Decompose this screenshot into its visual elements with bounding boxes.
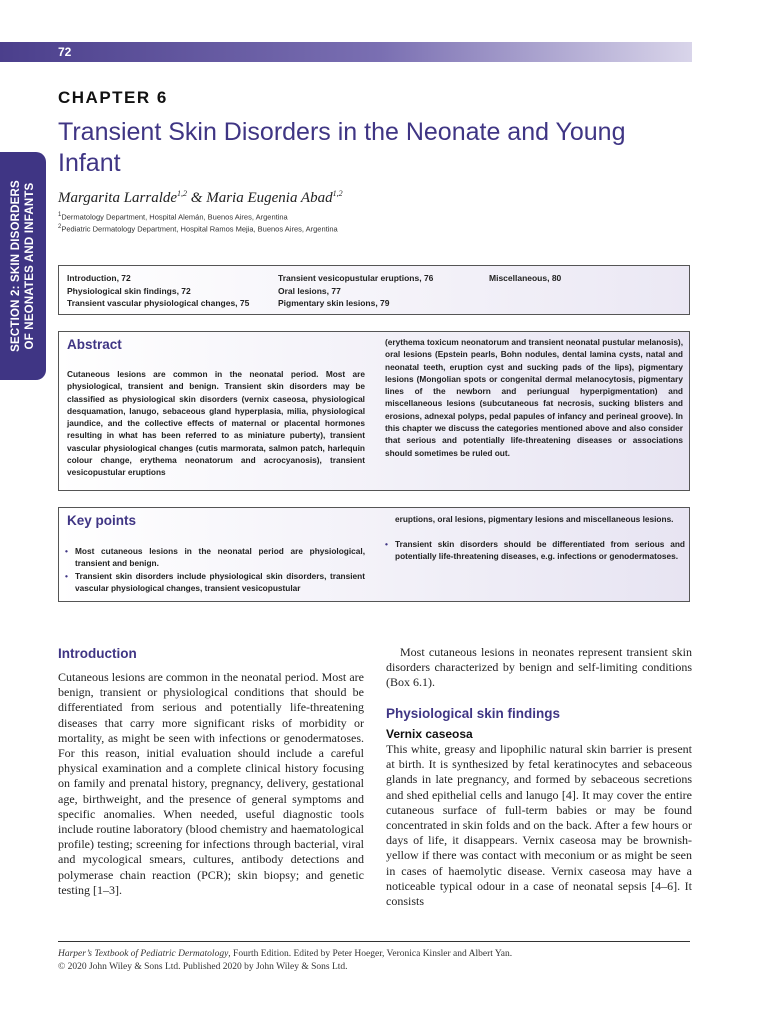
author-separator: &	[187, 190, 207, 206]
vernix-caseosa-text: This white, greasy and lipophilic natural skin barrier is present at birth. It is synthesized by fetal keratinocytes and sebaceous glands in late pregnancy, and formed by sebaceous secretions and shed epithelial cells and lanugo [4]. It may cover the entire cutaneous surface of full-term babies or may be found concentrated in skin folds and on the back. After a few hours or days of life, it disappears. Vernix caseosa may be brownish-yellow if there was contact with meconium or as might be seen in cases of haemolytic disease. Vernix caseosa may have a noticeable typical odour in a case of neonatal sepsis [4–6]. It consists	[386, 742, 692, 909]
footer-citation	[58, 948, 512, 960]
section-side-tab-label	[9, 180, 37, 352]
key-points-list-left	[65, 545, 365, 594]
header-bar	[0, 42, 692, 62]
key-point-text: Most cutaneous lesions in the neonatal period are physiological, transient and benign.	[75, 546, 365, 569]
introduction-text: Cutaneous lesions are common in the neonatal period. Most are benign, transient or physiological conditions that should be differentiated from serious and potentially life-threatening diseases that carry more significant risks of morbidity or mortality, as might be seen with infections or genodermatoses. For this reason, initial evaluation should include a careful physical examination and a complete clinical history focusing on family and prenatal history, pregnancy, delivery, gestational age, birthweight, and the presence of general symptoms and specific anomalies. When needed, useful diagnostic tools include routine laboratory (blood chemistry and haematological profile) testing; screening for infections through bacterial, viral and mycological smears, cultures, antibody detections and polymerase chain reaction (PCR); skin biopsy; and genetic testing [1–3].	[58, 670, 364, 897]
side-tab-line-1: SECTION 2: SKIN DISORDERS	[10, 180, 22, 352]
physiological-skin-findings-heading: Physiological skin findings	[386, 706, 561, 721]
page-number: 72	[58, 45, 72, 59]
toc-item: Physiological skin findings, 72	[67, 285, 191, 296]
key-point-text: Transient skin disorders include physiological skin disorders, transient vascular physiological changes, transient vesicopustular	[75, 570, 365, 593]
bullet-icon: •	[65, 570, 68, 581]
vernix-caseosa-subheading: Vernix caseosa	[386, 727, 473, 741]
author-1: Margarita Larralde	[58, 190, 178, 206]
abstract-box	[58, 331, 690, 491]
key-points-list-right	[385, 538, 685, 563]
toc-column-3	[489, 272, 561, 285]
key-point-item	[65, 545, 365, 570]
key-point-text: Transient skin disorders should be differentiated from serious and potentially life-threatening diseases, e.g. infections or genodermatoses.	[395, 539, 685, 562]
bullet-icon: •	[65, 546, 68, 556]
key-point-item	[385, 538, 685, 563]
toc-item: Oral lesions, 77	[278, 285, 341, 296]
author-2-affiliation: 1,2	[332, 189, 343, 198]
key-point-item	[65, 570, 365, 595]
key-points-continuation: eruptions, oral lesions, pigmentary lesions and miscellaneous lesions.	[395, 514, 674, 524]
footer-edition: , Fourth Edition. Edited by Peter Hoeger, Veronica Kinsler and Albert Yan.	[228, 949, 513, 959]
key-points-heading: Key points	[67, 513, 137, 528]
toc-item: Miscellaneous, 80	[489, 273, 562, 283]
toc-item: Pigmentary skin lesions, 79	[278, 298, 390, 308]
introduction-heading: Introduction	[58, 646, 137, 661]
chapter-label: CHAPTER 6	[58, 88, 168, 107]
toc-item: Introduction, 72	[67, 273, 131, 283]
abstract-heading: Abstract	[67, 337, 122, 352]
affiliation-2	[58, 224, 338, 234]
toc-column-2	[278, 272, 433, 310]
affiliation-1-number: 1	[58, 212, 62, 218]
book-title: Harper’s Textbook of Pediatric Dermatology	[58, 949, 229, 959]
affiliation-2-number: 2	[58, 224, 62, 230]
footer-copyright: © 2020 John Wiley & Sons Ltd. Published 2020 by John Wiley & Sons Ltd.	[58, 962, 348, 972]
abstract-text-right: (erythema toxicum neonatorum and transient neonatal pustular melanosis), oral lesions (Epstein pearls, Bohn nodules, dental lamina cysts, natal and neonatal teeth, eruption cyst and sucking pads of the lips), pigmentary lesions (Mongolian spots or congenital dermal melanocytosis, pigmentary lines of the newborn and periungual hyperpigmentation) and miscellaneous lesions (subcutaneous fat necrosis, sucking blisters and erosions, adnexal polyps, pedal papules of infancy and perineal groove). In this chapter we discuss the categories mentioned above and also consider that serious and potentially life-threatening diseases or associations should sometimes be ruled out.	[385, 337, 683, 458]
footer-divider	[58, 941, 690, 942]
key-points-box	[58, 507, 690, 602]
chapter-title: Transient Skin Disorders in the Neonate and Young Infant	[58, 118, 626, 177]
abstract-text-left: Cutaneous lesions are common in the neonatal period. Most are physiological, transient and benign. Transient skin disorders may be classified as physiological skin disorders (vernix caseosa, physiological desquamation, lanugo, sebaceous gland hyperplasia, milia, physiological jaundice, and the collective effects of maternal or placental hormones resulting in what has been referred to as miniature puberty), transient vascular physiological changes (cutis marmorata, salmon patch, harlequin colour change, erythema neonatorum and acrocyanosis), transient vesicopustular eruptions	[67, 369, 365, 478]
section-side-tab	[0, 152, 46, 380]
intro-continuation-paragraph: Most cutaneous lesions in neonates represent transient skin disorders characterized by benign and self-limiting conditions (Box 6.1).	[386, 645, 692, 690]
toc-item: Transient vesicopustular eruptions, 76	[278, 273, 434, 283]
bullet-icon: •	[385, 539, 388, 549]
side-tab-line-2: OF NEONATES AND INFANTS	[24, 182, 36, 350]
toc-column-1	[67, 272, 249, 310]
affiliation-1	[58, 212, 288, 222]
author-2: Maria Eugenia Abad	[206, 190, 333, 206]
author-1-affiliation: 1,2	[177, 189, 188, 198]
toc-item: Transient vascular physiological changes, 75	[67, 298, 250, 308]
affiliation-2-text: Pediatric Dermatology Department, Hospital Ramos Mejia, Buenos Aires, Argentina	[61, 224, 338, 234]
table-of-contents	[58, 265, 690, 315]
affiliation-1-text: Dermatology Department, Hospital Alemán, Buenos Aires, Argentina	[61, 212, 288, 222]
authors	[58, 189, 343, 207]
